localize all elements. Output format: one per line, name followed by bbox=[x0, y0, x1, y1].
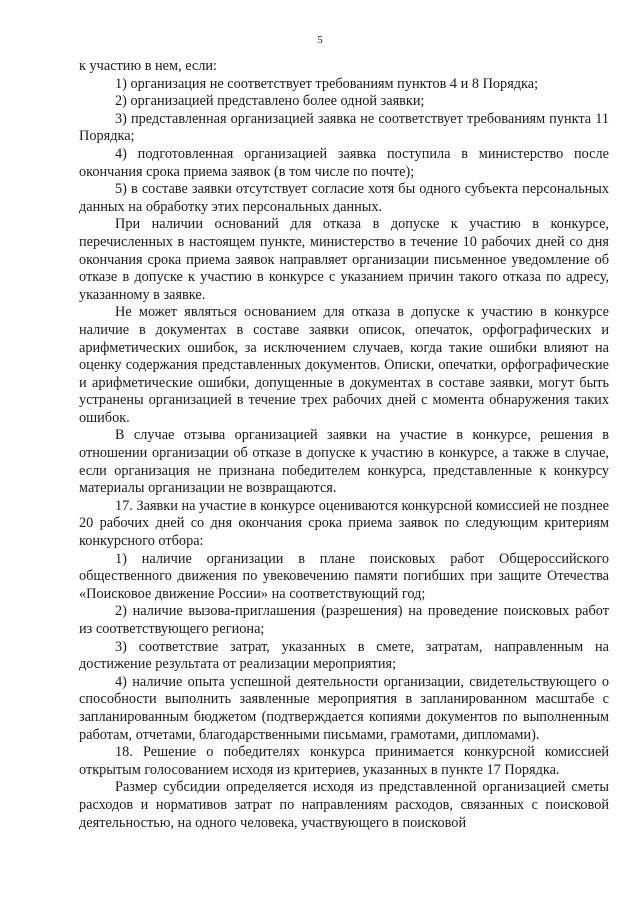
criterion-2: 2) наличие вызова-приглашения (разрешения) на проведение поисковых работ из соответствующего региона; bbox=[79, 603, 609, 637]
list-item-4: 4) подготовленная организацией заявка поступила в министерство после окончания срока приема заявок (в том числе по почте); bbox=[79, 145, 609, 180]
list-item-1: 1) организация не соответствует требованиям пунктов 4 и 8 Порядка; bbox=[115, 75, 539, 92]
paragraph-typos: Не может являться основанием для отказа в допуске к участию в конкурсе наличие в документах в составе заявки описок, опечаток, орфографических и арифметических ошибок, за исключением случаев, когда такие ошибки влияют на оценку содержания представленных документов. Описки, опечатки, орфографические и арифметические ошибки, допущенные в документах в составе заявки, могут быть устранены организацией в течение трех рабочих дней с момента обнаружения таких ошибок. bbox=[79, 304, 609, 426]
page-number: 5 bbox=[317, 34, 323, 46]
document-body bbox=[79, 58, 609, 832]
criterion-4: 4) наличие опыта успешной деятельности организации, свидетельствующего о способности выполнить заявленные мероприятия в запланированном масштабе с запланированным бюджетом (подтверждается копиями документов по выполненным работам, отчетами, благодарственными письмами, грамотами, дипломами). bbox=[79, 673, 609, 743]
paragraph-continuation: к участию в нем, если: bbox=[79, 58, 218, 74]
list-item-3: 3) представленная организацией заявка не соответствует требованиям пункта 11 Порядка; bbox=[79, 110, 609, 145]
paragraph-withdrawal: В случае отзыва организацией заявки на участие в конкурсе, решения в отношении организации об отказе в допуске к участию в конкурсе, а также в случае, если организация не признана победителем конкурса, представленные к конкурсу материалы организации не возвращаются. bbox=[79, 427, 609, 497]
clause-18: 18. Решение о победителях конкурса принимается конкурсной комиссией открытым голосованием исходя из критериев, указанных в пункте 17 Порядка. bbox=[79, 744, 609, 778]
paragraph-subsidy-size: Размер субсидии определяется исходя из представленной организацией сметы расходов и нормативов затрат по направлениям расходов, связанных с поисковой деятельностью, на одного человека, участвующего в поисковой bbox=[79, 779, 609, 831]
criterion-3: 3) соответствие затрат, указанных в смете, затратам, направленным на достижение результата от реализации мероприятия; bbox=[79, 638, 609, 673]
clause-17: 17. Заявки на участие в конкурсе оцениваются конкурсной комиссией не позднее 20 рабочих дней со дня окончания срока приема заявок по следующим критериям конкурсного отбора: bbox=[79, 497, 609, 550]
list-item-5: 5) в составе заявки отсутствует согласие хотя бы одного субъекта персональных данных на обработку этих персональных данных. bbox=[79, 181, 609, 215]
paragraph-refusal-notice: При наличии оснований для отказа в допуске к участию в конкурсе, перечисленных в настоящем пункте, министерство в течение 10 рабочих дней со дня окончания срока приема заявок направляет организации письменное уведомление об отказе в допуске к участию в конкурсе с указанием причин такого отказа по адресу, указанному в заявке. bbox=[79, 216, 609, 303]
criterion-1: 1) наличие организации в плане поисковых работ Общероссийского общественного движения по увековечению памяти погибших при защите Отечества «Поисковое движение России» на соответствующий год; bbox=[79, 550, 609, 602]
list-item-2: 2) организацией представлено более одной заявки; bbox=[115, 93, 425, 110]
